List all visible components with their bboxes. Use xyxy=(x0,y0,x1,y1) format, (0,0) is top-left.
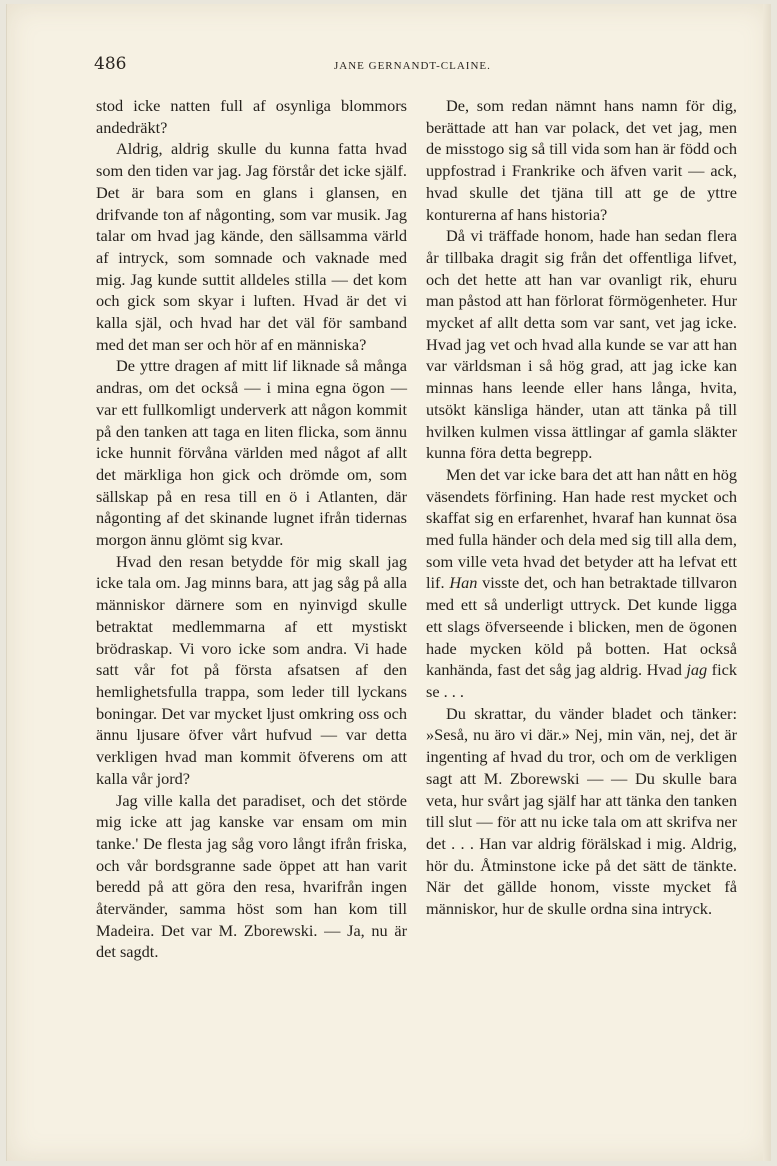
page-edge xyxy=(763,4,771,1161)
book-page xyxy=(6,4,771,1161)
text-run: visste det, och han betraktade tillvaron med ett så underligt uttryck. Det kunde ligga ett slags öfverseende i blicken, men de ögonen hade mycken köld på botten. Hat också kanhända, fast det såg jag aldrig. Hvad xyxy=(426,573,737,680)
italic-word: jag xyxy=(686,660,708,680)
paragraph: De yttre dragen af mitt lif liknade så många andras, om det också — i mina egna ögon — var ett fullkomligt underverk att någon kommit på den tanken att taga en liten flicka, som ännu icke hunnit förvåna världen med något af allt det märkliga hon gick och drömde om, som sällskap på en resa till en ö i Atlanten, där någonting af det skinande lugnet ifrån tidernas morgon ännu glömt sig kvar. xyxy=(96,356,407,550)
page-number: 486 xyxy=(94,54,127,74)
paragraph: Då vi träffade honom, hade han sedan flera år tillbaka dragit sig från det offentliga lifvet, och det hette att han var ovanligt rik, ehuru man påstod att han förlorat förmögenheter. Hur mycket af allt detta som var sant, vet jag icke. Hvad jag vet och hvad alla kunde se var att han var världsman i så hög grad, att jag icke kan minnas hans leende eller hans långa, hvita, utsökt känsliga händer, utan att tänka på till hvilken kulmen vissa ättlingar af gamla släkter kunna föra detta begrepp. xyxy=(426,226,737,463)
paragraph: De, som redan nämnt hans namn för dig, berättade att han var polack, det vet jag, men de misstogo sig så till vida som han är född och uppfostrad i Frankrike och äfven varit — ack, hvad skulle det tjäna till att ge de yttre konturerna af hans historia? xyxy=(426,96,737,224)
left-column xyxy=(96,95,407,963)
text-run: Men det var icke bara det att han nått en hög väsendets förfining. Han hade rest mycket och skaffat sig en erfarenhet, hvaraf han kunnat ösa med fulla händer och dela med sig till alla dem, som ville veta hvad det betyder att ha lefvat ett lif. xyxy=(426,464,737,593)
page-header xyxy=(94,54,740,78)
right-column xyxy=(426,95,737,920)
italic-word: Han xyxy=(449,573,478,593)
paragraph: Du skrattar, du vänder bladet och tänker: »Seså, nu äro vi där.» Nej, min vän, nej, det är ingenting af hvad du tror, och om de verkligen sagt att M. Zborewski — — Du skulle bara veta, hur svårt jag själf har att tänka den tanken till slut — för att nu icke tala om att skrifva ner det . . . Han var aldrig förälskad i mig. Aldrig, hör du. Åtminstone icke på det sätt de tänkte. När det gällde honom, visste mycket få människor, hur de skulle ordna sina intryck. xyxy=(426,703,737,919)
paragraph xyxy=(426,464,737,703)
running-title: JANE GERNANDT-CLAINE. xyxy=(334,60,491,72)
text-run: fick se . . . xyxy=(426,660,737,701)
paragraph: Jag ville kalla det paradiset, och det störde mig icke att jag kanske var ensam om min tanke.' De flesta jag såg voro långt ifrån friska, och vår bordsgranne sade öppet att han varit beredd på att göra den resa, hvarifrån ingen återvänder, samma höst som han kom till Madeira. Det var M. Zborewski. — Ja, nu är det sagdt. xyxy=(96,790,407,962)
paragraph: stod icke natten full af osynliga blommors andedräkt? xyxy=(96,96,407,137)
paragraph: Hvad den resan betydde för mig skall jag icke tala om. Jag minns bara, att jag såg på alla människor därnere som en nyinvigd skulle betraktat medlemmarna af ett mystiskt brödraskap. Vi voro icke som andra. Vi hade satt vår fot på första afsatsen af den hemlighetsfulla trappa, som leder till lyckans boningar. Det var mycket ljust omkring oss och ännu ljusare öfver vårt hufvud — var detta verkligen hvad man kommit öfverens om att kalla vår jord? xyxy=(96,551,407,788)
paragraph: Aldrig, aldrig skulle du kunna fatta hvad som den tiden var jag. Jag förstår det icke själf. Det är bara som en glans i glansen, en drifvande ton af någonting, som var musik. Jag talar om hvad jag kände, den sällsamma värld af intryck, som somnade och vaknade med mig. Jag kunde suttit alldeles stilla — det kom och gick som skyar i luften. Hvad är det vi kalla själ, och hvad har det väl för samband med det man ser och hör af en människa? xyxy=(96,139,407,354)
